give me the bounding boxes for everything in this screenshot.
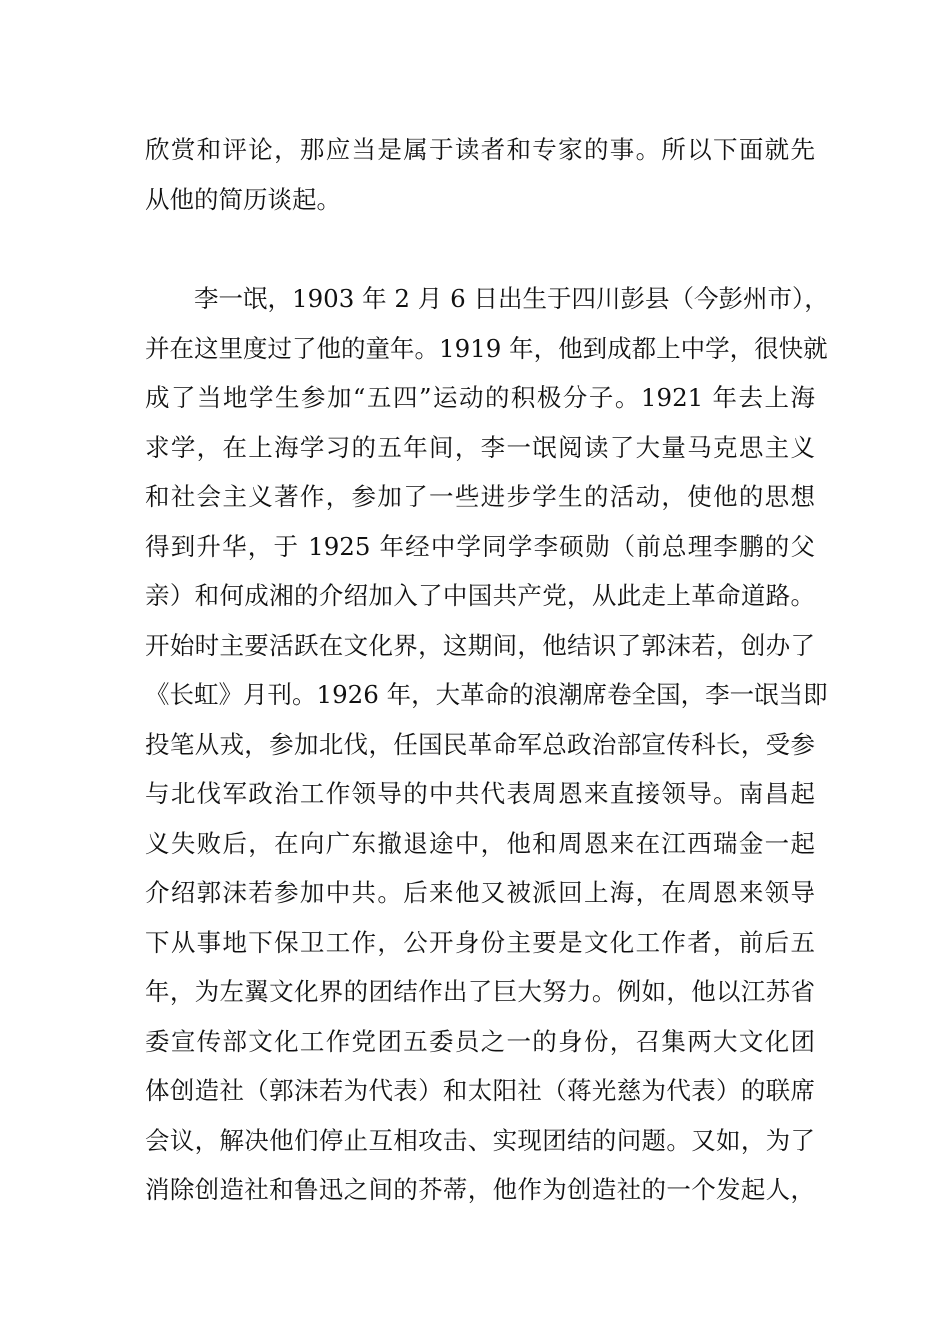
text-line: 求学，在上海学习的五年间，李一氓阅读了大量马克思主义 xyxy=(145,433,815,462)
text-line: 年，为左翼文化界的团结作出了巨大努力。例如，他以江苏省 xyxy=(145,977,815,1006)
text-line: 消除创造社和鲁迅之间的芥蒂，他作为创造社的一个发起人， xyxy=(145,1175,815,1204)
text-line: 体创造社（郭沫若为代表）和太阳社（蒋光慈为代表）的联席 xyxy=(145,1076,815,1105)
text-line: 会议，解决他们停止互相攻击、实现团结的问题。又如，为了 xyxy=(145,1126,815,1155)
text-line: 与北伐军政治工作领导的中共代表周恩来直接领导。南昌起 xyxy=(145,779,815,808)
text-line: 得到升华，于 1925 年经中学同学李硕勋（前总理李鹏的父 xyxy=(145,532,815,561)
text-line: 下从事地下保卫工作，公开身份主要是文化工作者，前后五 xyxy=(145,928,815,957)
text-line: 开始时主要活跃在文化界，这期间，他结识了郭沫若，创办了 xyxy=(145,631,815,660)
text-line: 和社会主义著作，参加了一些进步学生的活动，使他的思想 xyxy=(145,482,815,511)
text-line: 亲）和何成湘的介绍加入了中国共产党，从此走上革命道路。 xyxy=(145,581,815,610)
text-line: 李一氓，1903 年 2 月 6 日出生于四川彭县（今彭州市）， xyxy=(194,284,829,313)
text-line: 介绍郭沫若参加中共。后来他又被派回上海，在周恩来领导 xyxy=(145,878,815,907)
text-line: 成了当地学生参加“五四”运动的积极分子。1921 年去上海 xyxy=(145,383,815,412)
text-line: 委宣传部文化工作党团五委员之一的身份，召集两大文化团 xyxy=(145,1027,815,1056)
text-line: 从他的简历谈起。 xyxy=(145,185,341,214)
text-line: 欣赏和评论，那应当是属于读者和专家的事。所以下面就先 xyxy=(145,135,815,164)
text-line: 投笔从戎，参加北伐，任国民革命军总政治部宣传科长，受参 xyxy=(145,730,815,759)
text-line: 并在这里度过了他的童年。1919 年，他到成都上中学，很快就 xyxy=(145,334,828,363)
text-line: 《长虹》月刊。1926 年，大革命的浪潮席卷全国，李一氓当即 xyxy=(145,680,828,709)
text-line: 义失败后，在向广东撤退途中，他和周恩来在江西瑞金一起 xyxy=(145,829,815,858)
